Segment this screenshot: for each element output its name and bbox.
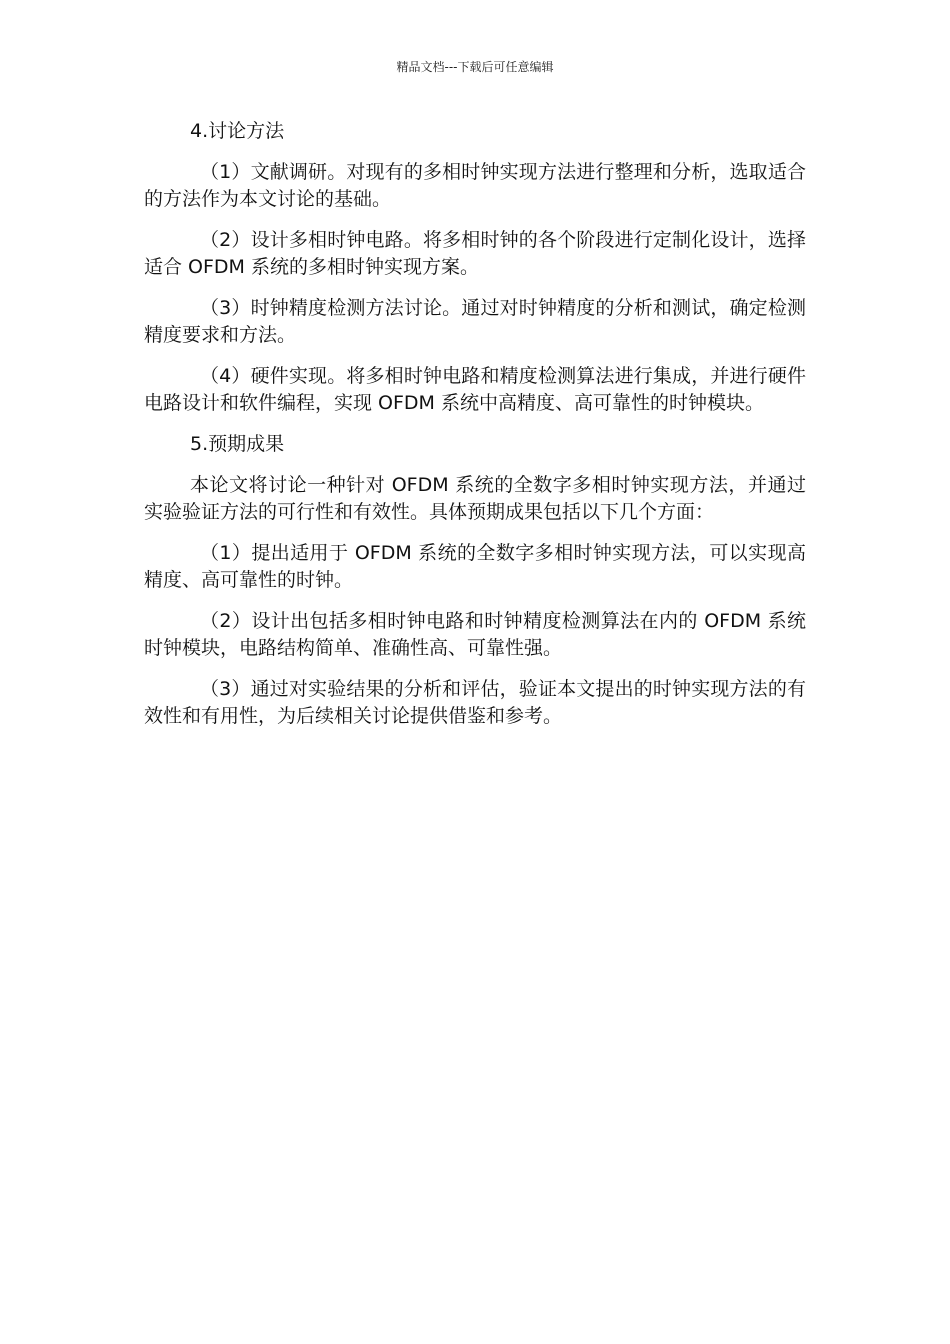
section-intro: 本论文将讨论一种针对 OFDM 系统的全数字多相时钟实现方法，并通过实验验证方法的可行性和有效性。具体预期成果包括以下几个方面：	[144, 474, 806, 523]
method-item: （3）时钟精度检测方法讨论。通过对时钟精度的分析和测试，确定检测精度要求和方法。	[144, 297, 806, 346]
page-header: 精品文档---下载后可任意编辑	[396, 60, 554, 74]
result-item: （1）提出适用于 OFDM 系统的全数字多相时钟实现方法，可以实现高精度、高可靠性的时钟。	[144, 542, 806, 591]
method-item: （1）文献调研。对现有的多相时钟实现方法进行整理和分析，选取适合的方法作为本文讨论的基础。	[144, 161, 806, 210]
document-body	[144, 118, 806, 744]
section-heading: 5.预期成果	[190, 433, 285, 455]
method-item: （4）硬件实现。将多相时钟电路和精度检测算法进行集成，并进行硬件电路设计和软件编程，实现 OFDM 系统中高精度、高可靠性的时钟模块。	[144, 365, 806, 414]
section-expected-results	[144, 431, 806, 730]
result-item: （3）通过对实验结果的分析和评估，验证本文提出的时钟实现方法的有效性和有用性，为后续相关讨论提供借鉴和参考。	[144, 678, 806, 727]
section-heading: 4.讨论方法	[190, 120, 285, 142]
section-discussion-methods	[144, 118, 806, 417]
method-item: （2）设计多相时钟电路。将多相时钟的各个阶段进行定制化设计，选择适合 OFDM 系统的多相时钟实现方案。	[144, 229, 806, 278]
result-item: （2）设计出包括多相时钟电路和时钟精度检测算法在内的 OFDM 系统时钟模块，电路结构简单、准确性高、可靠性强。	[144, 610, 806, 659]
